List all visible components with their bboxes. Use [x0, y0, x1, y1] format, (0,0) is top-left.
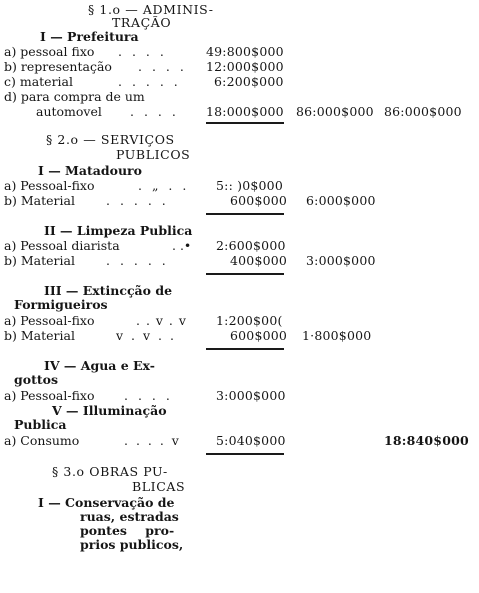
prefeitura-heading: I — Prefeitura: [40, 29, 139, 44]
formigueiros-heading-line2: Formigueiros: [14, 297, 108, 312]
subtotal-value: 6:000$000: [306, 193, 376, 208]
limpeza-heading: II — Limpeza Publica: [44, 223, 193, 238]
section-1-title-line1: § 1.o — ADMINIS-: [88, 2, 214, 17]
item-value: 600$000: [230, 328, 288, 343]
item-value: 12:000$000: [206, 59, 284, 74]
item-label: b) representação: [4, 59, 112, 74]
leader-dots: . .•: [172, 238, 192, 253]
item-value: 49:800$000: [206, 44, 284, 59]
total-value: 86:000$000: [384, 104, 462, 119]
leader-dots: . . . .: [138, 59, 187, 74]
section-3-title-line2: BLICAS: [132, 479, 186, 494]
formigueiros-heading-line1: III — Extincção de: [44, 283, 173, 298]
item-label: a) Consumo: [4, 433, 80, 448]
matadouro-heading: I — Matadouro: [38, 163, 142, 178]
sum-rule: [206, 348, 284, 350]
leader-dots: v . v . .: [116, 328, 176, 343]
section-1-title-line2: TRAÇÃO: [112, 15, 172, 30]
item-label: a) Pessoal-fixo: [4, 313, 95, 328]
sum-rule: [206, 453, 284, 455]
item-label: a) Pessoal-fixo: [4, 388, 95, 403]
conservacao-heading-line3: pontes pro-: [80, 523, 175, 538]
item-value: 6:200$000: [214, 74, 284, 89]
item-label: c) material: [4, 74, 74, 89]
leader-dots: . . . .: [124, 388, 173, 403]
sum-rule: [206, 273, 284, 275]
leader-dots: . . . . .: [106, 193, 169, 208]
item-value: 400$000: [230, 253, 288, 268]
subtotal-value: 3:000$000: [306, 253, 376, 268]
iluminacao-heading-line2: Publica: [14, 417, 67, 432]
iluminacao-heading-line1: V — Illuminação: [52, 403, 167, 418]
item-label: automovel: [36, 104, 102, 119]
conservacao-heading-line2: ruas, estradas: [80, 509, 179, 524]
item-label: b) Material: [4, 193, 75, 208]
subtotal-value: 86:000$000: [296, 104, 374, 119]
item-label: b) Material: [4, 253, 75, 268]
sum-rule: [206, 122, 284, 124]
item-label: d) para compra de um: [4, 89, 145, 104]
item-value: 5:040$000: [216, 433, 286, 448]
sum-rule: [206, 213, 284, 215]
agua-heading-line1: IV — Agua e Ex-: [44, 358, 155, 373]
subtotal-value: 1·800$000: [302, 328, 372, 343]
total-value: 18:840$000: [384, 433, 469, 448]
section-3-title-line1: § 3.o OBRAS PU-: [52, 464, 168, 479]
agua-heading-line2: gottos: [14, 372, 59, 387]
section-2-title-line1: § 2.o — SERVIÇOS: [46, 132, 175, 147]
leader-dots: . . . . v: [124, 433, 181, 448]
leader-dots: . . . .: [118, 44, 167, 59]
item-label: b) Material: [4, 328, 75, 343]
item-value: 2:600$000: [216, 238, 286, 253]
item-value: 600$000: [230, 193, 288, 208]
leader-dots: . . . .: [130, 104, 179, 119]
leader-dots: . . . . .: [118, 74, 181, 89]
item-value: 1:200$00(: [216, 313, 283, 328]
conservacao-heading-line4: prios publicos,: [80, 537, 184, 552]
leader-dots: . . . . .: [106, 253, 169, 268]
leader-dots: . . v . v: [136, 313, 187, 328]
item-label: a) pessoal fixo: [4, 44, 95, 59]
item-label: a) Pessoal diarista: [4, 238, 120, 253]
conservacao-heading-line1: I — Conservação de: [38, 495, 175, 510]
leader-dots: . „ . .: [138, 178, 190, 193]
item-value: 3:000$000: [216, 388, 286, 403]
item-value: 18:000$000: [206, 104, 284, 119]
section-2-title-line2: PUBLICOS: [116, 147, 191, 162]
item-label: a) Pessoal-fixo: [4, 178, 95, 193]
item-value: 5:: )0$000: [216, 178, 283, 193]
